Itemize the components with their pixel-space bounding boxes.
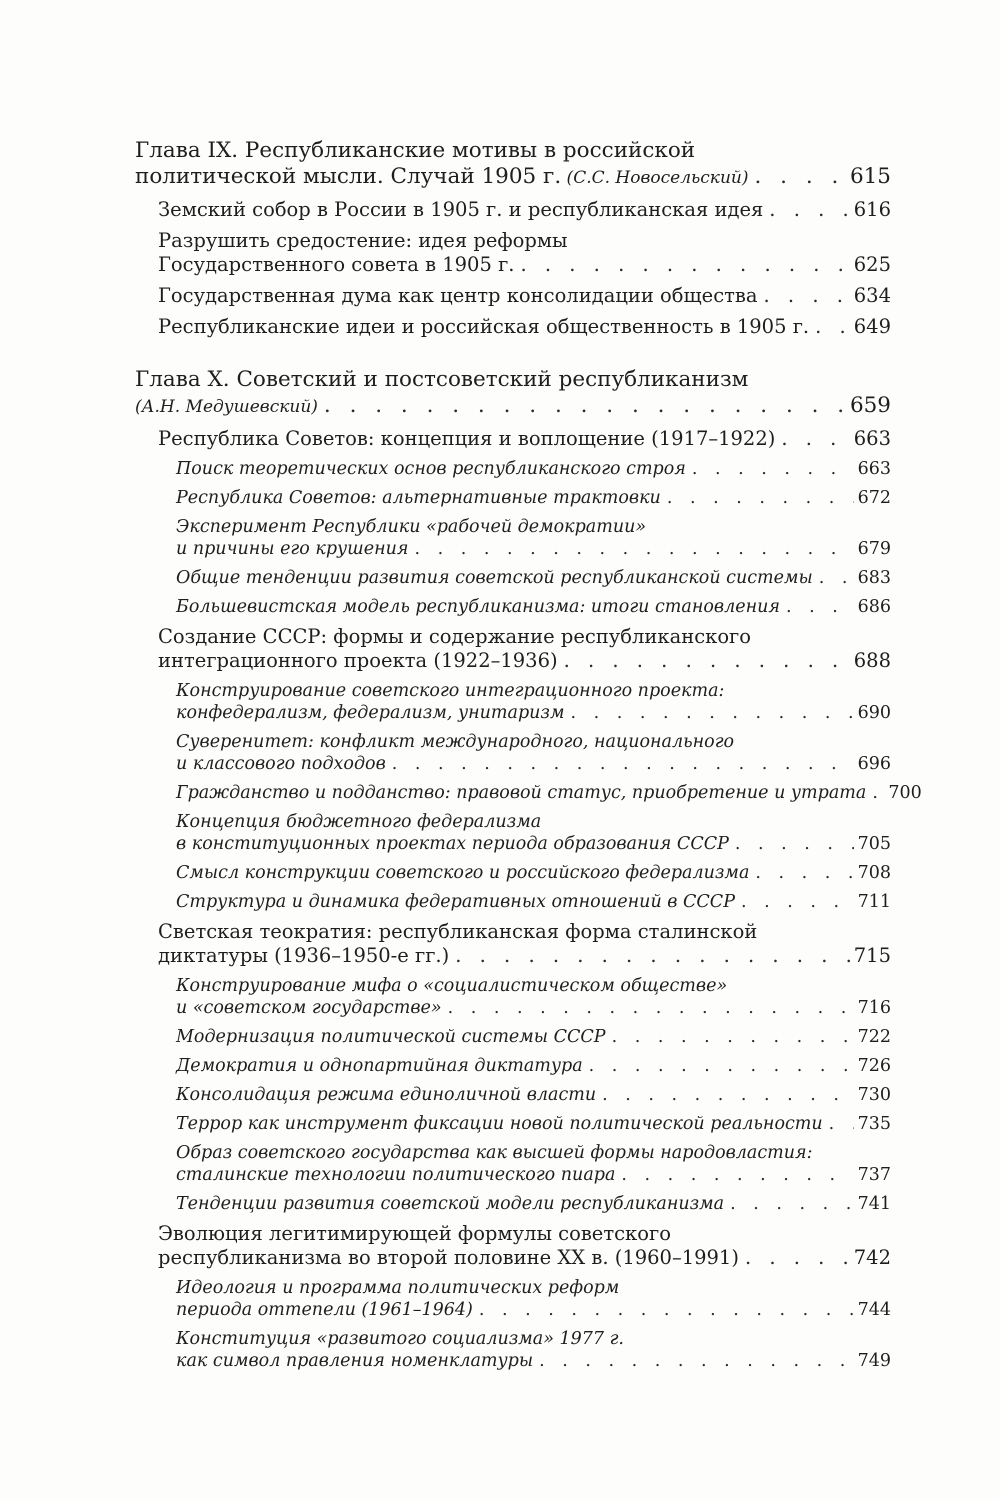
toc-line (176, 487, 891, 509)
toc-entry-title: Конституция «развитого социализма» 1977 г. (176, 1329, 624, 1349)
toc-entry-title: Конструирование советского интеграционного проекта: (176, 681, 725, 701)
leader-dots (533, 1350, 853, 1372)
toc-line (135, 367, 891, 393)
toc-subsection (176, 1026, 891, 1048)
page-number: 730 (857, 1085, 891, 1105)
toc-entry-author: (А.Н. Медушевский) (135, 397, 318, 417)
toc-subsection (176, 1084, 891, 1106)
toc-line (158, 229, 891, 253)
toc-entry-title: Государственного совета в 1905 г. (158, 253, 515, 276)
leader-dots (758, 284, 850, 308)
page-number: 722 (857, 1027, 891, 1047)
leader-dots (442, 997, 854, 1019)
leader-dots (775, 427, 849, 451)
toc-line (176, 1113, 891, 1135)
page-number: 634 (853, 284, 891, 307)
toc-line (176, 538, 891, 560)
page-number: 742 (853, 1246, 891, 1269)
toc-line (158, 649, 891, 673)
page-number: 737 (857, 1165, 891, 1185)
page-number: 696 (857, 754, 891, 774)
toc-line (176, 1142, 891, 1164)
toc-entry-title: Государственная дума как центр консолидации общества (158, 284, 758, 307)
toc-entry-title: Республиканские идеи и российская общественность в 1905 г. (158, 315, 810, 338)
toc-entry-title: Идеология и программа политических реформ (176, 1278, 620, 1298)
toc-line (176, 753, 891, 775)
toc-entry-title: Структура и динамика федеративных отношений в СССР (176, 892, 735, 912)
toc-entry-title: Модернизация политической системы СССР (176, 1027, 606, 1047)
leader-dots (686, 458, 854, 480)
toc-entry-title: Республика Советов: концепция и воплощение (1917–1922) (158, 427, 776, 450)
leader-dots (596, 1084, 853, 1106)
leader-dots (473, 1299, 854, 1321)
toc-entry-title: Террор как инструмент фиксации новой политической реальности (176, 1114, 823, 1134)
leader-dots (558, 649, 850, 673)
toc-section (158, 1222, 891, 1270)
toc-section (158, 625, 891, 673)
page-number: 749 (857, 1351, 891, 1371)
toc-subsection (176, 975, 891, 1019)
toc-entry-title: и классового подходов (176, 754, 386, 774)
toc-line (176, 680, 891, 702)
toc-entry-title: Светская теократия: республиканская форма сталинской (158, 920, 758, 943)
leader-dots (583, 1055, 854, 1077)
toc-line (176, 975, 891, 997)
toc-entry-title: Эволюция легитимирующей формулы советского (158, 1222, 671, 1245)
page-number: 649 (853, 315, 891, 338)
toc-entry-title: конфедерализм, федерализм, унитаризм (176, 703, 565, 723)
toc-subsection (176, 567, 891, 589)
toc-line (158, 315, 891, 339)
toc-line (158, 427, 891, 451)
leader-dots (409, 538, 854, 560)
page-number: 616 (853, 198, 891, 221)
toc-line (176, 833, 891, 855)
page-number: 700 (888, 783, 922, 803)
page-number: 679 (857, 539, 891, 559)
page-number: 688 (853, 649, 891, 672)
leader-dots (449, 944, 850, 968)
toc-line (176, 811, 891, 833)
toc-line (176, 1350, 891, 1372)
toc-entry-title: Земский собор в России в 1905 г. и республиканская идея (158, 198, 764, 221)
leader-dots (729, 833, 854, 855)
toc-entry-title: Создание СССР: формы и содержание республиканского (158, 625, 752, 648)
toc-line (176, 1299, 891, 1321)
toc-line (176, 1328, 891, 1350)
leader-dots (866, 782, 884, 804)
toc-entry-title: Консолидация режима единоличной власти (176, 1085, 597, 1105)
table-of-contents (135, 138, 922, 1372)
page-number: 683 (857, 568, 891, 588)
leader-dots (748, 164, 845, 190)
leader-dots (386, 753, 854, 775)
toc-entry-title: интеграционного проекта (1922–1936) (158, 649, 558, 672)
page-number: 716 (857, 998, 891, 1018)
page-number: 726 (857, 1056, 891, 1076)
toc-section (158, 315, 891, 339)
toc-line (176, 997, 891, 1019)
leader-dots (615, 1164, 853, 1186)
toc-line (158, 284, 891, 308)
leader-dots (749, 862, 853, 884)
toc-line (176, 596, 891, 618)
toc-line (176, 891, 891, 913)
toc-entry-title: Разрушить средостение: идея реформы (158, 229, 568, 252)
toc-line (176, 702, 891, 724)
toc-subsection (176, 1277, 891, 1321)
toc-subsection (176, 731, 891, 775)
leader-dots (763, 198, 849, 222)
toc-entry-title: республиканизма во второй половине XX в. (1960–1991) (158, 1246, 739, 1269)
toc-line (176, 1026, 891, 1048)
toc-line (176, 567, 891, 589)
toc-subsection (176, 487, 891, 509)
page-number: 744 (857, 1300, 891, 1320)
toc-subsection (176, 596, 891, 618)
toc-line (176, 516, 891, 538)
toc-line (176, 1193, 891, 1215)
toc-line (158, 920, 891, 944)
toc-section (158, 229, 891, 277)
toc-subsection (176, 516, 891, 560)
toc-section (158, 920, 891, 968)
toc-subsection (176, 458, 891, 480)
toc-chapter (135, 138, 891, 191)
toc-entry-title: Концепция бюджетного федерализма (176, 812, 542, 832)
toc-entry-title: в конституционных проектах периода образования СССР (176, 834, 729, 854)
leader-dots (823, 1113, 854, 1135)
toc-subsection (176, 1113, 891, 1135)
page-number: 663 (857, 459, 891, 479)
toc-section (158, 284, 891, 308)
toc-subsection (176, 782, 922, 804)
page-number: 708 (857, 863, 891, 883)
toc-entry-title: Конструирование мифа о «социалистическом обществе» (176, 976, 728, 996)
toc-entry-title: диктатуры (1936–1950-е гг.) (158, 944, 450, 967)
page-number: 659 (849, 393, 891, 418)
toc-line (158, 944, 891, 968)
toc-entry-title: Эксперимент Республики «рабочей демократии» (176, 517, 647, 537)
toc-line (135, 138, 891, 164)
toc-entry-title: Большевистская модель республиканизма: итоги становления (176, 597, 780, 617)
page-number: 705 (857, 834, 891, 854)
toc-line (158, 198, 891, 222)
toc-line (135, 393, 891, 420)
toc-subsection (176, 811, 891, 855)
toc-entry-title: Тенденции развития советской модели республиканизма (176, 1194, 725, 1214)
toc-line (176, 862, 891, 884)
page-number: 672 (857, 488, 891, 508)
toc-entry-title: и причины его крушения (176, 539, 409, 559)
toc-subsection (176, 862, 891, 884)
leader-dots (606, 1026, 854, 1048)
toc-line (158, 1222, 891, 1246)
toc-line (135, 164, 891, 191)
page-number: 741 (857, 1194, 891, 1214)
page-number: 625 (853, 253, 891, 276)
toc-subsection (176, 1142, 891, 1186)
leader-dots (813, 567, 854, 589)
leader-dots (735, 891, 854, 913)
toc-entry-title: Глава X. Советский и постсоветский республиканизм (135, 367, 749, 392)
page-number: 615 (849, 164, 891, 189)
toc-entry-title: политической мысли. Случай 1905 г. (135, 164, 562, 189)
leader-dots (809, 315, 850, 339)
page-number: 735 (857, 1114, 891, 1134)
leader-dots (661, 487, 854, 509)
leader-dots (514, 253, 849, 277)
page-number: 690 (857, 703, 891, 723)
toc-line (176, 1055, 891, 1077)
toc-line (176, 782, 922, 804)
page-number: 663 (853, 427, 891, 450)
page-number: 711 (857, 892, 891, 912)
toc-entry-title: как символ правления номенклатуры (176, 1351, 534, 1371)
toc-entry-title: Республика Советов: альтернативные трактовки (176, 488, 661, 508)
leader-dots (724, 1193, 853, 1215)
toc-entry-title: Суверенитет: конфликт международного, национального (176, 732, 735, 752)
toc-line (176, 458, 891, 480)
toc-entry-author: (С.С. Новосельский) (561, 168, 749, 188)
toc-line (176, 731, 891, 753)
leader-dots (318, 393, 846, 419)
page-number: 686 (857, 597, 891, 617)
page-number: 715 (853, 944, 891, 967)
toc-line (158, 1246, 891, 1270)
toc-line (176, 1277, 891, 1299)
toc-entry-title: сталинские технологии политического пиара (176, 1165, 616, 1185)
toc-entry-title: Смысл конструкции советского и российского федерализма (176, 863, 750, 883)
toc-line (176, 1084, 891, 1106)
toc-entry-title: Глава IX. Республиканские мотивы в российской (135, 138, 696, 163)
toc-subsection (176, 1193, 891, 1215)
toc-entry-title: Гражданство и подданство: правовой статус, приобретение и утрата (176, 783, 867, 803)
leader-dots (564, 702, 853, 724)
toc-entry-title: и «советском государстве» (176, 998, 442, 1018)
toc-line (158, 625, 891, 649)
toc-chapter (135, 367, 891, 420)
toc-entry-title: Демократия и однопартийная диктатура (176, 1056, 583, 1076)
toc-line (176, 1164, 891, 1186)
leader-dots (739, 1246, 850, 1270)
toc-line (158, 253, 891, 277)
toc-section (158, 427, 891, 451)
toc-section (158, 198, 891, 222)
toc-subsection (176, 1328, 891, 1372)
toc-entry-title: Поиск теоретических основ республиканского строя (176, 459, 686, 479)
toc-subsection (176, 891, 891, 913)
toc-subsection (176, 680, 891, 724)
toc-entry-title: Образ советского государства как высшей формы народовластия: (176, 1143, 813, 1163)
toc-entry-title: периода оттепели (1961–1964) (176, 1300, 473, 1320)
leader-dots (780, 596, 854, 618)
toc-entry-title: Общие тенденции развития советской республиканской системы (176, 568, 813, 588)
toc-subsection (176, 1055, 891, 1077)
